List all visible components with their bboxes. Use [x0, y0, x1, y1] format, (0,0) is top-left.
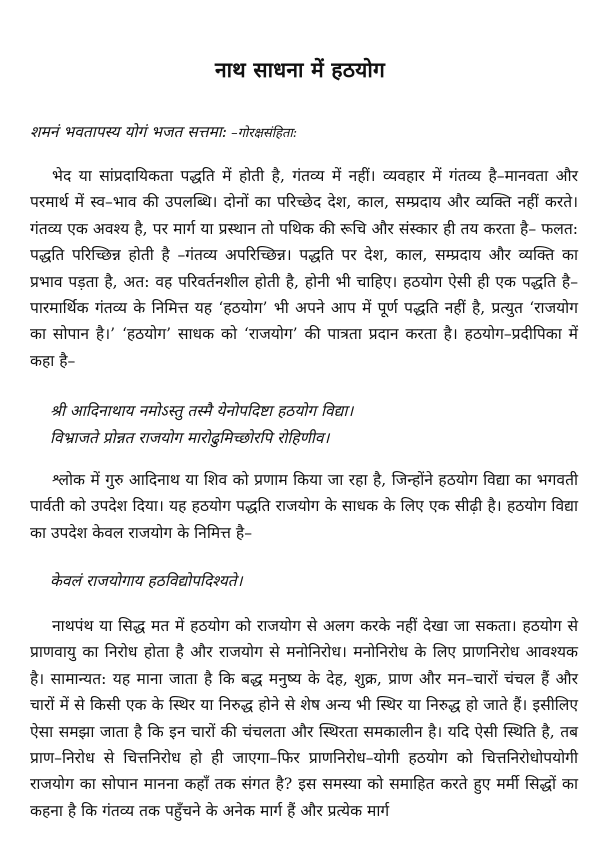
page-title: नाथ साधना में हठयोग: [214, 58, 386, 82]
paragraph-1: भेद या सांप्रदायिकता पद्धति में होती है, गंतव्य में नहीं। व्यवहार में गंतव्य है–मानवता और परमार्थ में स्व–भाव की उपलब्धि। दोनों का परिच्छेद देश, काल, सम्प्रदाय और व्यक्ति नहीं करते। गंतव्य एक अवश्य है, पर मार्ग या प्रस्थान तो पथिक की रूचि और संस्कार ही तय करता है– फलत: पद्धति परिच्छिन्न होती है –गंतव्य अपरिच्छिन्न। पद्धति पर देश, काल, सम्प्रदाय और व्यक्ति का प्रभाव पड़ता है, अत: वह परिवर्तनशील होती है, होनी भी चाहिए। हठयोग ऐसी ही एक पद्धति है– पारमार्थिक गंतव्य के निमित्त यह ‘हठयोग’ भी अपने आप में पूर्ण पद्धति नहीं है, प्रत्युत ‘राजयोग का सोपान है।’ ‘हठयोग’ साधक को ‘राजयोग’ की पात्रता प्रदान करता है। हठयोग–प्रदीपिका में कहा है–: [30, 167, 578, 370]
verse-1-line-2: विभ्राजते प्रोन्नत राजयोग मारोढुमिच्छोरपि रोहिणीव।: [50, 429, 330, 447]
epigraph-line: [30, 119, 578, 147]
verse-1-line-1: श्री आदिनाथाय नमोऽस्तु तस्मै येनोपदिष्टा हठयोग विद्या।: [50, 402, 354, 420]
epigraph-source: –गोरक्षसंहिता:: [226, 126, 298, 141]
epigraph-verse: शमनं भवतापस्य योगं भजत सत्तमा:: [30, 123, 227, 141]
paragraph-3: नाथपंथ या सिद्ध मत में हठयोग को राजयोग से अलग करके नहीं देखा जा सकता। हठयोग से प्राणवायु का निरोध होता है और राजयोग से मनोनिरोध। मनोनिरोध के लिए प्राणनिरोध आवश्यक है। सामान्यत: यह माना जाता है कि बद्ध मनुष्य के देह, शुक्र, प्राण और मन–चारों चंचल हैं और चारों में से किसी एक के स्थिर या निरुद्ध होने से शेष अन्य भी स्थिर या निरुद्ध हो जाते हैं। इसीलिए ऐसा समझा जाता है कि इन चारों की चंचलता और स्थिरता समकालीन है। यदि ऐसी स्थिति है, तब प्राण–निरोध से चित्तनिरोध हो ही जाएगा–फिर प्राणनिरोध–योगी हठयोग को चित्तनिरोधोपयोगी राजयोग का सोपान मानना कहाँ तक संगत है? इस समस्या को समाहित करते हुए मर्मी सिद्धों का कहना है कि गंतव्य तक पहुँचने के अनेक मार्ग हैं और प्रत्येक मार्ग: [30, 617, 578, 820]
epigraph: [30, 119, 578, 147]
verse-2: [30, 568, 578, 595]
verse-1: [30, 398, 578, 452]
paragraph-2: श्लोक में गुरु आदिनाथ या शिव को प्रणाम किया जा रहा है, जिन्होंने हठयोग विद्या का भगवती पार्वती को उपदेश दिया। यह हठयोग पद्धति राजयोग के साधक के लिए एक सीढ़ी है। हठयोग विद्या का उपदेश केवल राजयोग के निमित्त है–: [30, 471, 578, 542]
verse-2-line: केवलं राजयोगाय हठविद्योपदिश्यते।: [50, 572, 243, 590]
